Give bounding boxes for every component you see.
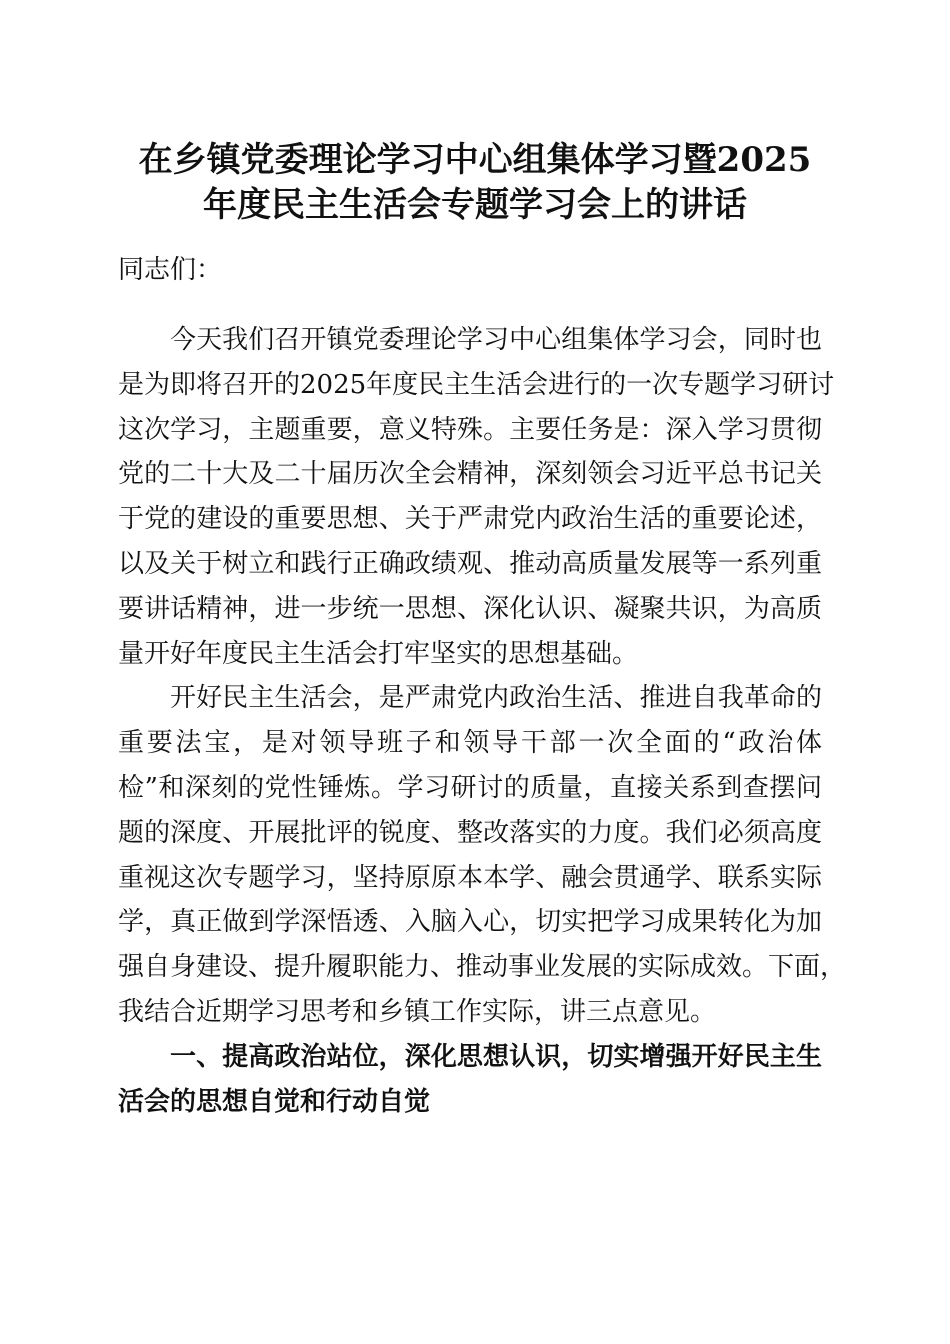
paragraph-2-line: 开好民主生活会，是严肃党内政治生活、推进自我革命的 <box>170 683 822 714</box>
paragraph-1-line: 今天我们召开镇党委理论学习中心组集体学习会，同时也 <box>170 325 822 355</box>
paragraph-2-line: 检”和深刻的党性锤炼。学习研讨的质量，直接关系到查摆问 <box>118 773 822 803</box>
paragraph-2-line: 强自身建设、提升履职能力、推动事业发展的实际成效。下面， <box>118 952 847 983</box>
paragraph-2-line: 学，真正做到学深悟透、入脑入心，切实把学习成果转化为加 <box>118 907 822 938</box>
paragraph-2-line: 我结合近期学习思考和乡镇工作实际，讲三点意见。 <box>118 997 717 1027</box>
salutation: 同志们： <box>118 255 223 285</box>
paragraph-2-line: 重视这次专题学习，坚持原原本本学、融会贯通学、联系实际 <box>118 862 822 893</box>
section-heading-1-line: 一、提高政治站位，深化思想认识，切实增强开好民主生 <box>170 1041 822 1072</box>
paragraph-1-line: 量开好年度民主生活会打牢坚实的思想基础。 <box>118 638 639 669</box>
paragraph-1-line: 这次学习，主题重要，意义特殊。主要任务是：深入学习贯彻 <box>118 414 822 445</box>
paragraph-1-line: 要讲话精神，进一步统一思想、深化认识、凝聚共识，为高质 <box>118 593 822 624</box>
paragraph-1-line: 党的二十大及二十届历次全会精神，深刻领会习近平总书记关 <box>118 459 822 490</box>
paragraph-1-line: 于党的建设的重要思想、关于严肃党内政治生活的重要论述， <box>118 504 822 535</box>
document-title-line-1: 在乡镇党委理论学习中心组集体学习暨2025 <box>138 140 812 180</box>
paragraph-2-line: 题的深度、开展批评的锐度、整改落实的力度。我们必须高度 <box>118 817 822 848</box>
paragraph-1-line: 是为即将召开的2025年度民主生活会进行的一次专题学习研讨 <box>118 369 835 400</box>
paragraph-1-line: 以及关于树立和践行正确政绩观、推动高质量发展等一系列重 <box>118 549 822 579</box>
section-heading-1-line: 活会的思想自觉和行动自觉 <box>118 1086 431 1117</box>
document-title-line-2: 年度民主生活会专题学习会上的讲话 <box>203 185 747 225</box>
paragraph-2-line: 重要法宝，是对领导班子和领导干部一次全面的“政治体 <box>118 728 822 759</box>
